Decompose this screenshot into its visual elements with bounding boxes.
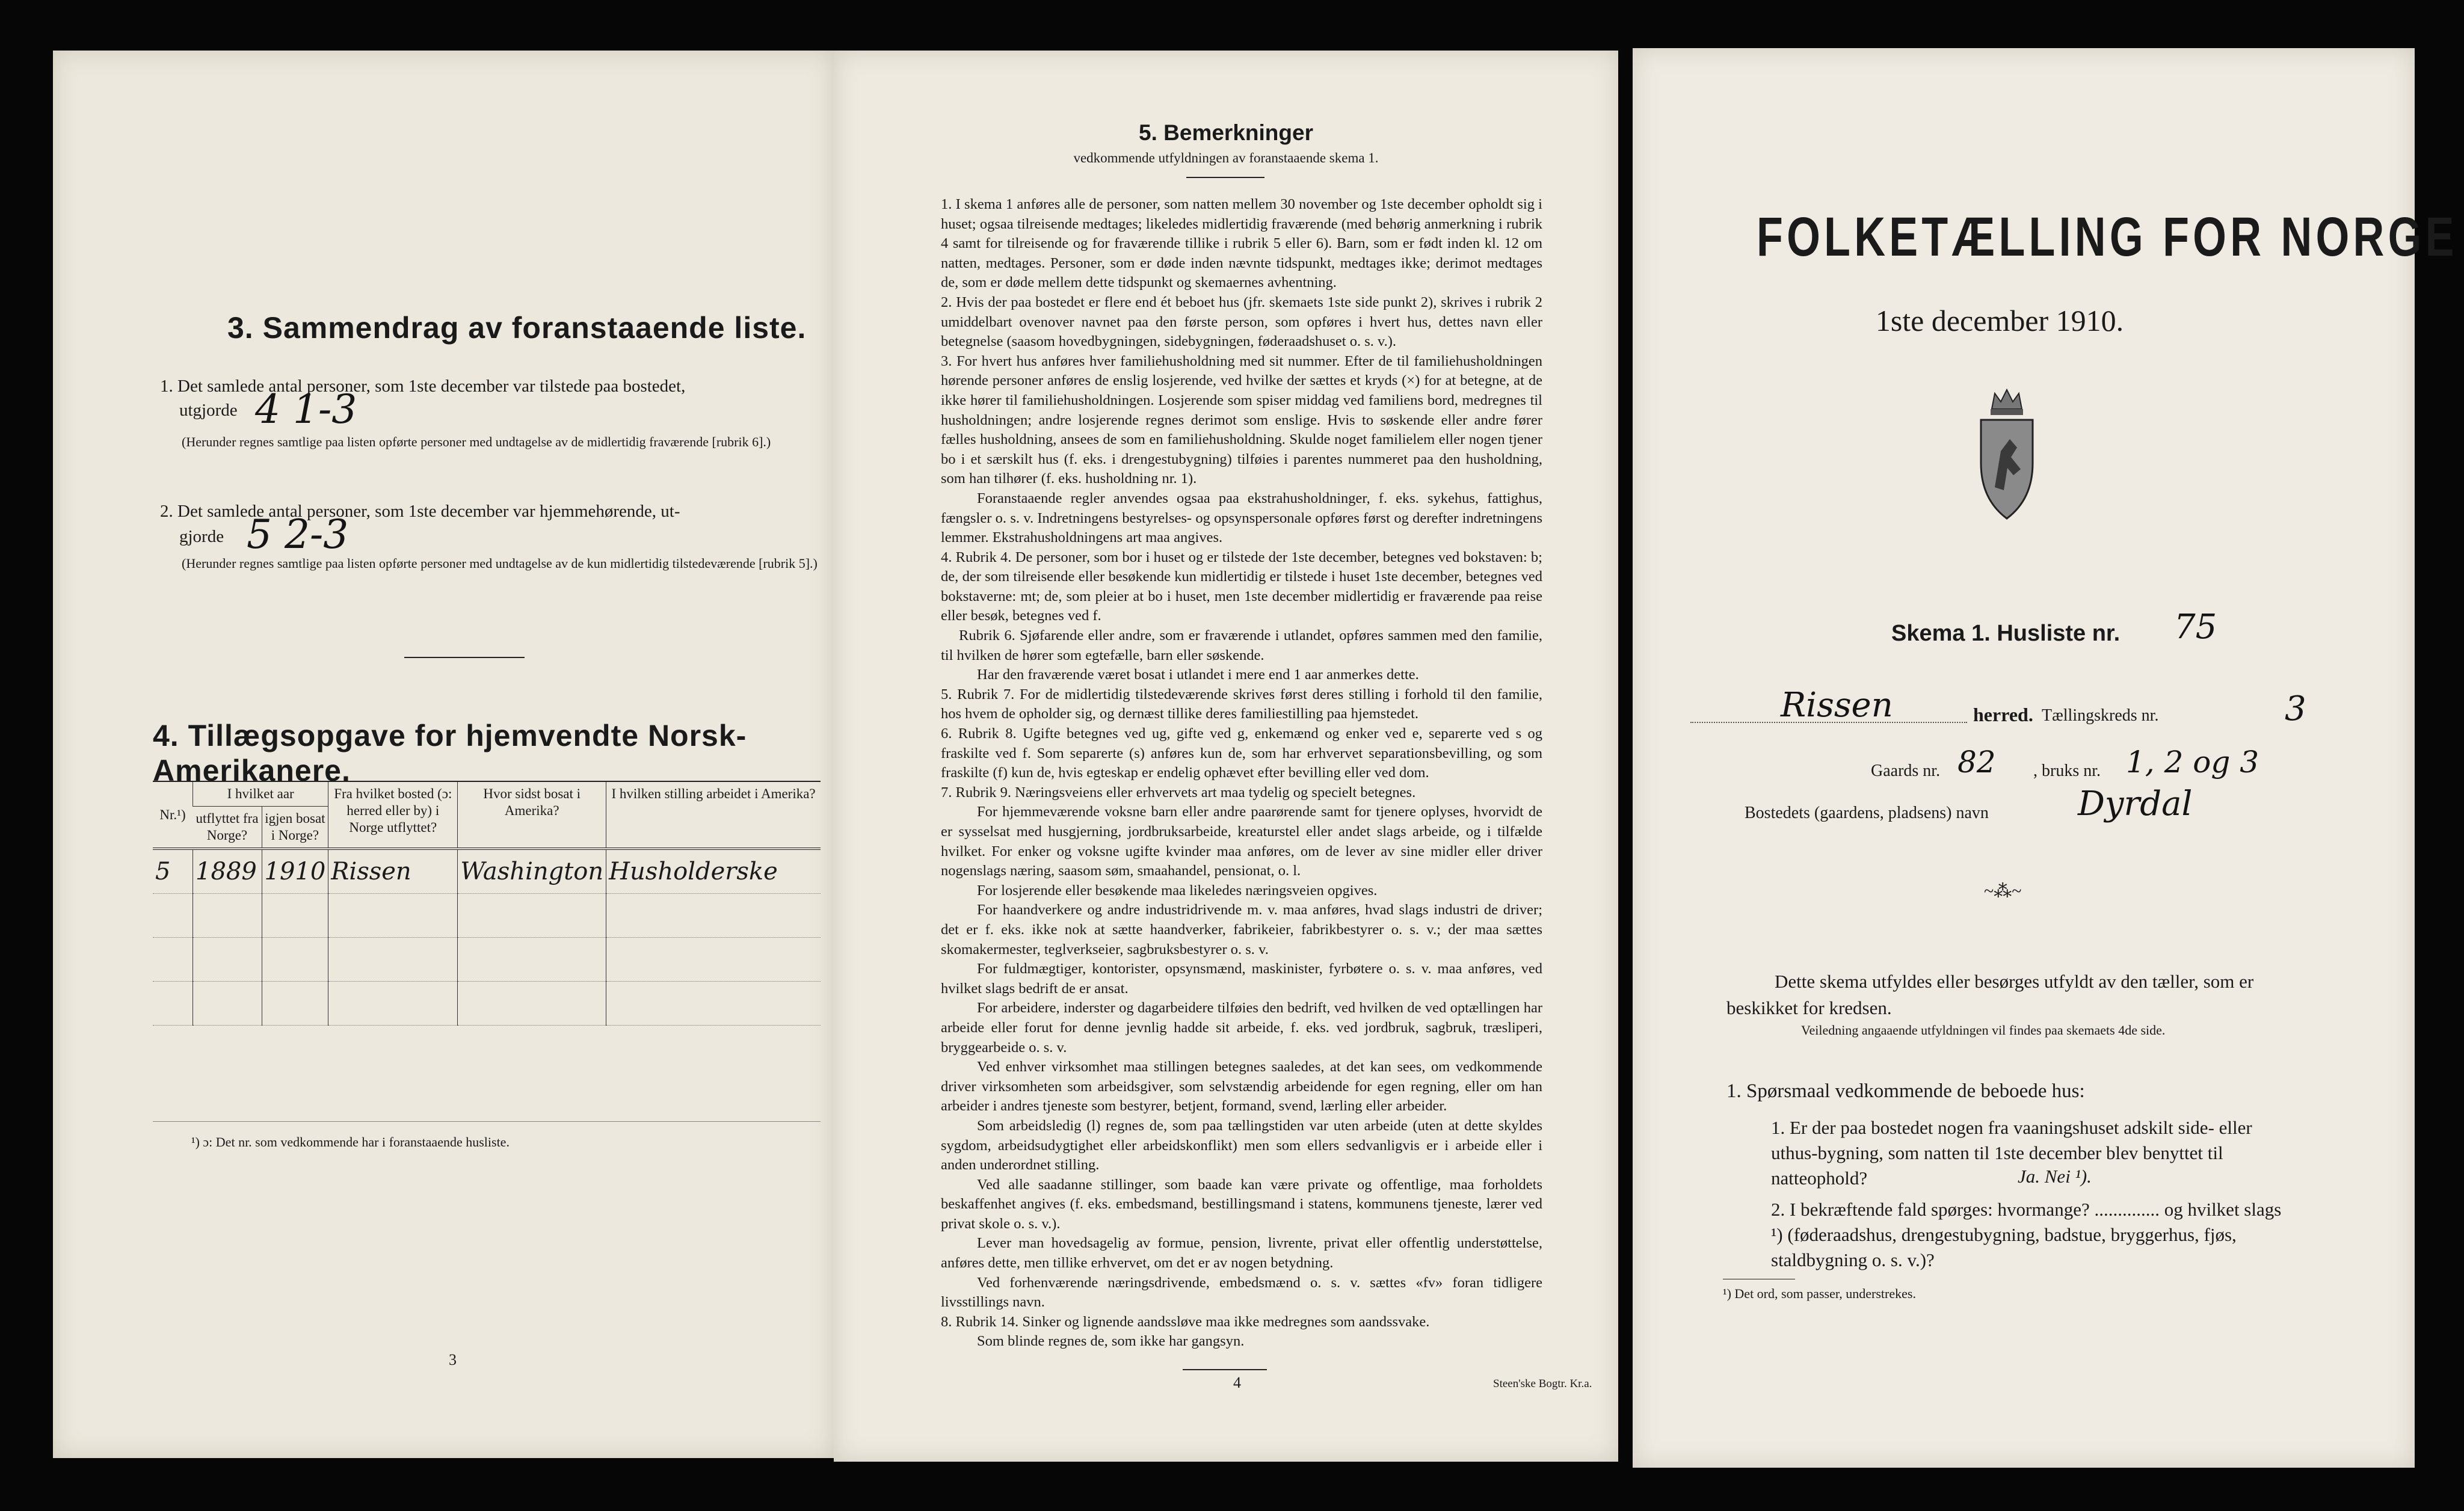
cell <box>153 982 193 1026</box>
section4-title: 4. Tillægsopgave for hjemvendte Norsk-Amerikanere. <box>153 719 747 787</box>
cell <box>153 894 193 938</box>
husliste-nr-value: 75 <box>2174 608 2217 647</box>
col-from-place: Fra hvilket bosted (ɔ: herred eller by) i Norge utflyttet? <box>328 781 458 849</box>
intro-text: Dette skema utfyldes eller besørges utfyldt av den tæller, som er beskikket for kredsen. <box>1726 971 2254 1018</box>
kreds-label: Tællingskreds nr. <box>2042 706 2159 725</box>
remark-7b: For losjerende eller besøkende maa likeledes næringsveien opgives. <box>977 882 1378 899</box>
herred-value: Rissen <box>1781 686 1893 725</box>
divider <box>404 657 525 658</box>
questions-header: 1. Spørsmaal vedkommende de beboede hus: <box>1726 1080 2085 1102</box>
remark-7i: Lever man hovedsagelig av formue, pension, livrente, privat eller offentlig understøttelse, anføres dette, men tillike erhvervet, om det er av nogen betydning. <box>941 1235 1542 1272</box>
middle-page <box>834 51 1618 1462</box>
col-emigrated: utflyttet fra Norge? <box>196 811 259 843</box>
section3-item2-note: (Herunder regnes samtlige paa listen opførte personer med undtagelse av de kun midlertidig tilstedeværende [rubrik 5].) <box>182 556 818 571</box>
bosted-label: Bostedets (gaardens, pladsens) navn <box>1745 804 1989 822</box>
footnote: ¹) Det ord, som passer, understrekes. <box>1723 1286 1916 1301</box>
section3-item1-prefix: utgjorde <box>179 401 238 420</box>
printer-mark: Steen'ske Bogtr. Kr.a. <box>1493 1377 1592 1390</box>
left-page <box>53 51 834 1458</box>
remark-7e: For arbeidere, inderster og dagarbeidere tilføies den bedrift, ved hvilken de ved optællingen har arbeide eller forut for denne jevnlig hadde sit arbeide, f. eks. ved jordbruk, sagbruk, træsliperi, bryggearbeide o. s. v. <box>941 1000 1542 1056</box>
table-bottom-rule <box>153 1121 821 1122</box>
section3-item2-prefix: gjorde <box>179 527 224 546</box>
remark-7c: For haandverkere og andre industridrivende m. v. maa anføres, hvad slags industri de driver; det er f. eks. ikke nok at sætte haandverker, fabrikeier, fabrikbestyrer o. s. v.; der maa sættes skomakermester, teglverkseier, sagbruksbestyrer o. s. v. <box>941 902 1542 958</box>
herred-label: herred. <box>1973 704 2033 725</box>
remark-7f: Ved enhver virksomhet maa stillingen betegnes saaledes, at det kan sees, om vedkommende driver virksomheten som arbeidsgiver, som selvstændig arbeidende for egen regning, eller om han arbeider i andres tjeneste som bestyrer, betjent, formand, svend, lærling eller arbeider. <box>941 1059 1542 1115</box>
cell <box>458 894 606 938</box>
remark-6: 6. Rubrik 8. Ugifte betegnes ved ug, gifte ved g, enkemænd og enker ved e, separerte ved s og fraskilte ved f. Som separerte (s) anføres kun de, som har erhvervet separationsbevilling, og som fraskilte (f) kun de, hvis egteskap er endelig ophævet efter bevilling eller ved dom. <box>941 725 1542 781</box>
remark-7a: For hjemmeværende voksne barn eller andre paarørende samt for tjenere oplyses, hvorvidt de er sysselsat med husgjerning, jordbruksarbeide, kreaturstel eller andet slags arbeide, og i tilfælde hvilket. For enker og voksne ugifte kvinder maa anføres, om de lever av sine midler eller driver nogenslags næring, saasom søm, smaahandel, pensionat, o. l. <box>941 804 1542 879</box>
remark-7: 7. Rubrik 9. Næringsveiens eller erhvervets art maa tydelig og specielt betegnes. <box>941 784 1416 801</box>
remark-7g: Som arbeidsledig (l) regnes de, som paa tællingstiden var uten arbeide (uten at dette skyldes sygdom, arbeidsudygtighet eller arbeidskonflikt) men som ellers sedvanligvis er i arbeide eller i anden underordnet stilling. <box>941 1117 1542 1174</box>
table-row <box>153 938 821 982</box>
section3-item2-value: 5 2-3 <box>247 511 349 558</box>
main-title: FOLKETÆLLING FOR NORGE <box>1757 206 2458 268</box>
page-number: 3 <box>449 1351 457 1368</box>
cell <box>262 982 328 1026</box>
remark-8b: Som blinde regnes de, som ikke har gangsyn. <box>977 1333 1245 1350</box>
bruks-value: 1, 2 og 3 <box>2126 745 2259 780</box>
remark-7j: Ved forhenværende næringsdrivende, embedsmænd o. s. v. sættes «fv» foran tidligere livsstillings navn. <box>941 1274 1542 1311</box>
cell <box>328 982 458 1026</box>
question-2: 2. I bekræftende fald spørges: hvormange? .............. og hvilket slags ¹) (føderaadshus, drengestubygning, badstue, bryggerhus, fjøs, staldbygning o. s. v.)? <box>1771 1199 2282 1270</box>
subtitle-rule <box>1186 177 1264 178</box>
cell <box>193 894 262 938</box>
section3-item2: 2. Det samlede antal personer, som 1ste december var hjemmehørende, ut- <box>160 502 680 521</box>
cell-returned: 1910 <box>262 849 328 894</box>
gaards-value: 82 <box>1957 745 1996 780</box>
question-1: 1. Er der paa bostedet nogen fra vaaningshuset adskilt side- eller uthus-bygning, som natten til 1ste december blev benyttet til natteophold? <box>1771 1117 2252 1189</box>
question-1-answer: Ja. Nei ¹). <box>2018 1166 2092 1187</box>
col-occupation: I hvilken stilling arbeidet i Amerika? <box>606 781 821 849</box>
americans-table <box>153 781 821 1026</box>
cell <box>606 894 821 938</box>
remark-1: 1. I skema 1 anføres alle de personer, som natten mellem 30 november og 1ste december opholdt sig i huset; ogsaa tilreisende medtages; likeledes midlertidig fraværende (med behørig anmerkning i rubrik 4 samt for tilreisende og for fraværende tillike i rubrik 5 eller 6). Barn, som er født inden kl. 12 om natten, medtages. Personer, som er døde inden nævnte tidspunkt, medtages ikke; derimot medtages de, som er døde mellem dette tidspunkt og skemaernes avhentning. <box>941 196 1542 291</box>
cell <box>193 982 262 1026</box>
cell-occupation: Husholderske <box>606 849 821 894</box>
remark-4b: Rubrik 6. Sjøfarende eller andre, som er fraværende i utlandet, opføres sammen med den familie, til hvilken de hører som egtefælle, barn eller søskende. <box>941 627 1542 663</box>
kreds-value: 3 <box>2285 689 2306 728</box>
remark-7h: Ved alle saadanne stillinger, som baade kan være private og offentlige, maa forholdets beskaffenhet angives (f. eks. embedsmand, bestillingsmand i statens, kommunens tjeneste, lærer ved privat skole o. s. v.). <box>941 1176 1542 1232</box>
cell-from-place: Rissen <box>328 849 458 894</box>
col-nr: Nr.¹) <box>153 781 193 849</box>
cell <box>458 982 606 1026</box>
remark-8: 8. Rubrik 14. Sinker og lignende aandssløve maa ikke medregnes som aandssvake. <box>941 1313 1430 1330</box>
cell <box>193 938 262 982</box>
remarks-subtitle: vedkommende utfyldningen av foranstaaende skema 1. <box>1073 150 1379 165</box>
remark-7d: For fuldmægtiger, kontorister, opsynsmænd, maskinister, fyrbøtere o. s. v. maa anføres, ved hvilket slags bedrift de er ansat. <box>941 961 1542 997</box>
cell <box>153 938 193 982</box>
remark-2: 2. Hvis der paa bostedet er flere end ét beboet hus (jfr. skemaets 1ste side punkt 2), skrives i rubrik 2 umiddelbart ovenover navnet paa den første person, som opføres i hvert hus, dettes navn eller betegnelse (saasom hovedbygningen, sidebygningen, føderaadshuset o. s. v.). <box>941 294 1542 350</box>
section4-footnote: ¹) ɔ: Det nr. som vedkommende har i foranstaaende husliste. <box>191 1134 510 1149</box>
bosted-value: Dyrdal <box>2078 784 2193 823</box>
cell <box>458 938 606 982</box>
remark-4c: Har den fraværende været bosat i utlandet i mere end 1 aar anmerkes dette. <box>977 666 1419 683</box>
section3-title: 3. Sammendrag av foranstaaende liste. <box>227 311 807 345</box>
cell <box>606 982 821 1026</box>
section3-item1-note: (Herunder regnes samtlige paa listen opførte personer med undtagelse av de midlertidig fraværende [rubrik 6].) <box>182 434 771 449</box>
cell-last-america: Washington <box>458 849 606 894</box>
table-row <box>153 849 821 894</box>
section3-item1: 1. Det samlede antal personer, som 1ste december var tilstede paa bostedet, <box>160 377 686 396</box>
skema-label: Skema 1. Husliste nr. <box>1891 621 2121 646</box>
cell <box>328 938 458 982</box>
remark-3: 3. For hvert hus anføres hver familiehusholdning med sit nummer. Efter de til familiehusholdningen hørende personer anføres de enslig losjerende, ved hvilke der sættes et kryds (×) for at betegne, at de ikke hører til familiehusholdningen. Losjerende som spiser middag ved familiens bord, medregnes til husholdningen; andre losjerende regnes derimot som enslige. Hvis to søskende eller andre fører fælles husholdning, ansees de som en familiehusholdning. Skulde noget familielem eller nogen tjener bo i et særskilt hus (f. eks. i drengestubygning) tilføies i parentes nummeret paa den husholdning, som han tilhører (f. eks. husholdning nr. 1). <box>941 352 1542 487</box>
cell-nr: 5 <box>153 849 193 894</box>
right-page <box>1633 48 2458 1468</box>
remark-3b: Foranstaaende regler anvendes ogsaa paa ekstrahusholdninger, f. eks. sykehus, fattighus, fængsler o. s. v. Indretningens bestyrelses- og opsynspersonale opføres først og derefter indretningens lemmer. Ekstrahusholdningens art maa angives. <box>941 490 1542 546</box>
remark-4: 4. Rubrik 4. De personer, som bor i huset og er tilstede der 1ste december, betegnes ved bokstaven: b; de, der som tilreisende eller besøkende kun midlertidig er tilstede i huset 1ste december, betegnes ved bokstaverne: mt; de, som pleier at bo i huset, men 1ste december midlertidig er fraværende paa reise eller besøk, betegnes ved f. <box>941 549 1542 624</box>
remarks-title: 5. Bemerkninger <box>1139 120 1313 145</box>
end-rule <box>1183 1369 1267 1370</box>
gaards-label: Gaards nr. <box>1871 762 1941 780</box>
col-returned: igjen bosat i Norge? <box>262 807 328 849</box>
table-row <box>153 894 821 938</box>
col-last-america: Hvor sidst bosat i Amerika? <box>458 781 606 849</box>
col-group-year: I hvilket aar <box>193 781 328 807</box>
page-number: 4 <box>1233 1374 1241 1391</box>
cell <box>328 894 458 938</box>
cell <box>262 894 328 938</box>
coat-of-arms-icon <box>1974 385 2040 523</box>
census-date: 1ste december 1910. <box>1875 304 2124 337</box>
cell-emigrated: 1889 <box>193 849 262 894</box>
ornament-icon: ~⁂~ <box>1984 881 2022 901</box>
table-row <box>153 982 821 1026</box>
remarks-body <box>941 195 1542 1352</box>
section3-item1-value: 4 1-3 <box>255 386 357 432</box>
cell <box>606 938 821 982</box>
guide-text: Veiledning angaaende utfyldningen vil findes paa skemaets 4de side. <box>1801 1023 2166 1038</box>
bruks-label: , bruks nr. <box>2033 762 2101 780</box>
cell <box>262 938 328 982</box>
remark-5: 5. Rubrik 7. For de midlertidig tilstedeværende skrives først deres stilling i forhold til den familie, hos hvem de opholder sig, og dernæst tillike deres familiestilling paa hjemstedet. <box>941 686 1542 722</box>
